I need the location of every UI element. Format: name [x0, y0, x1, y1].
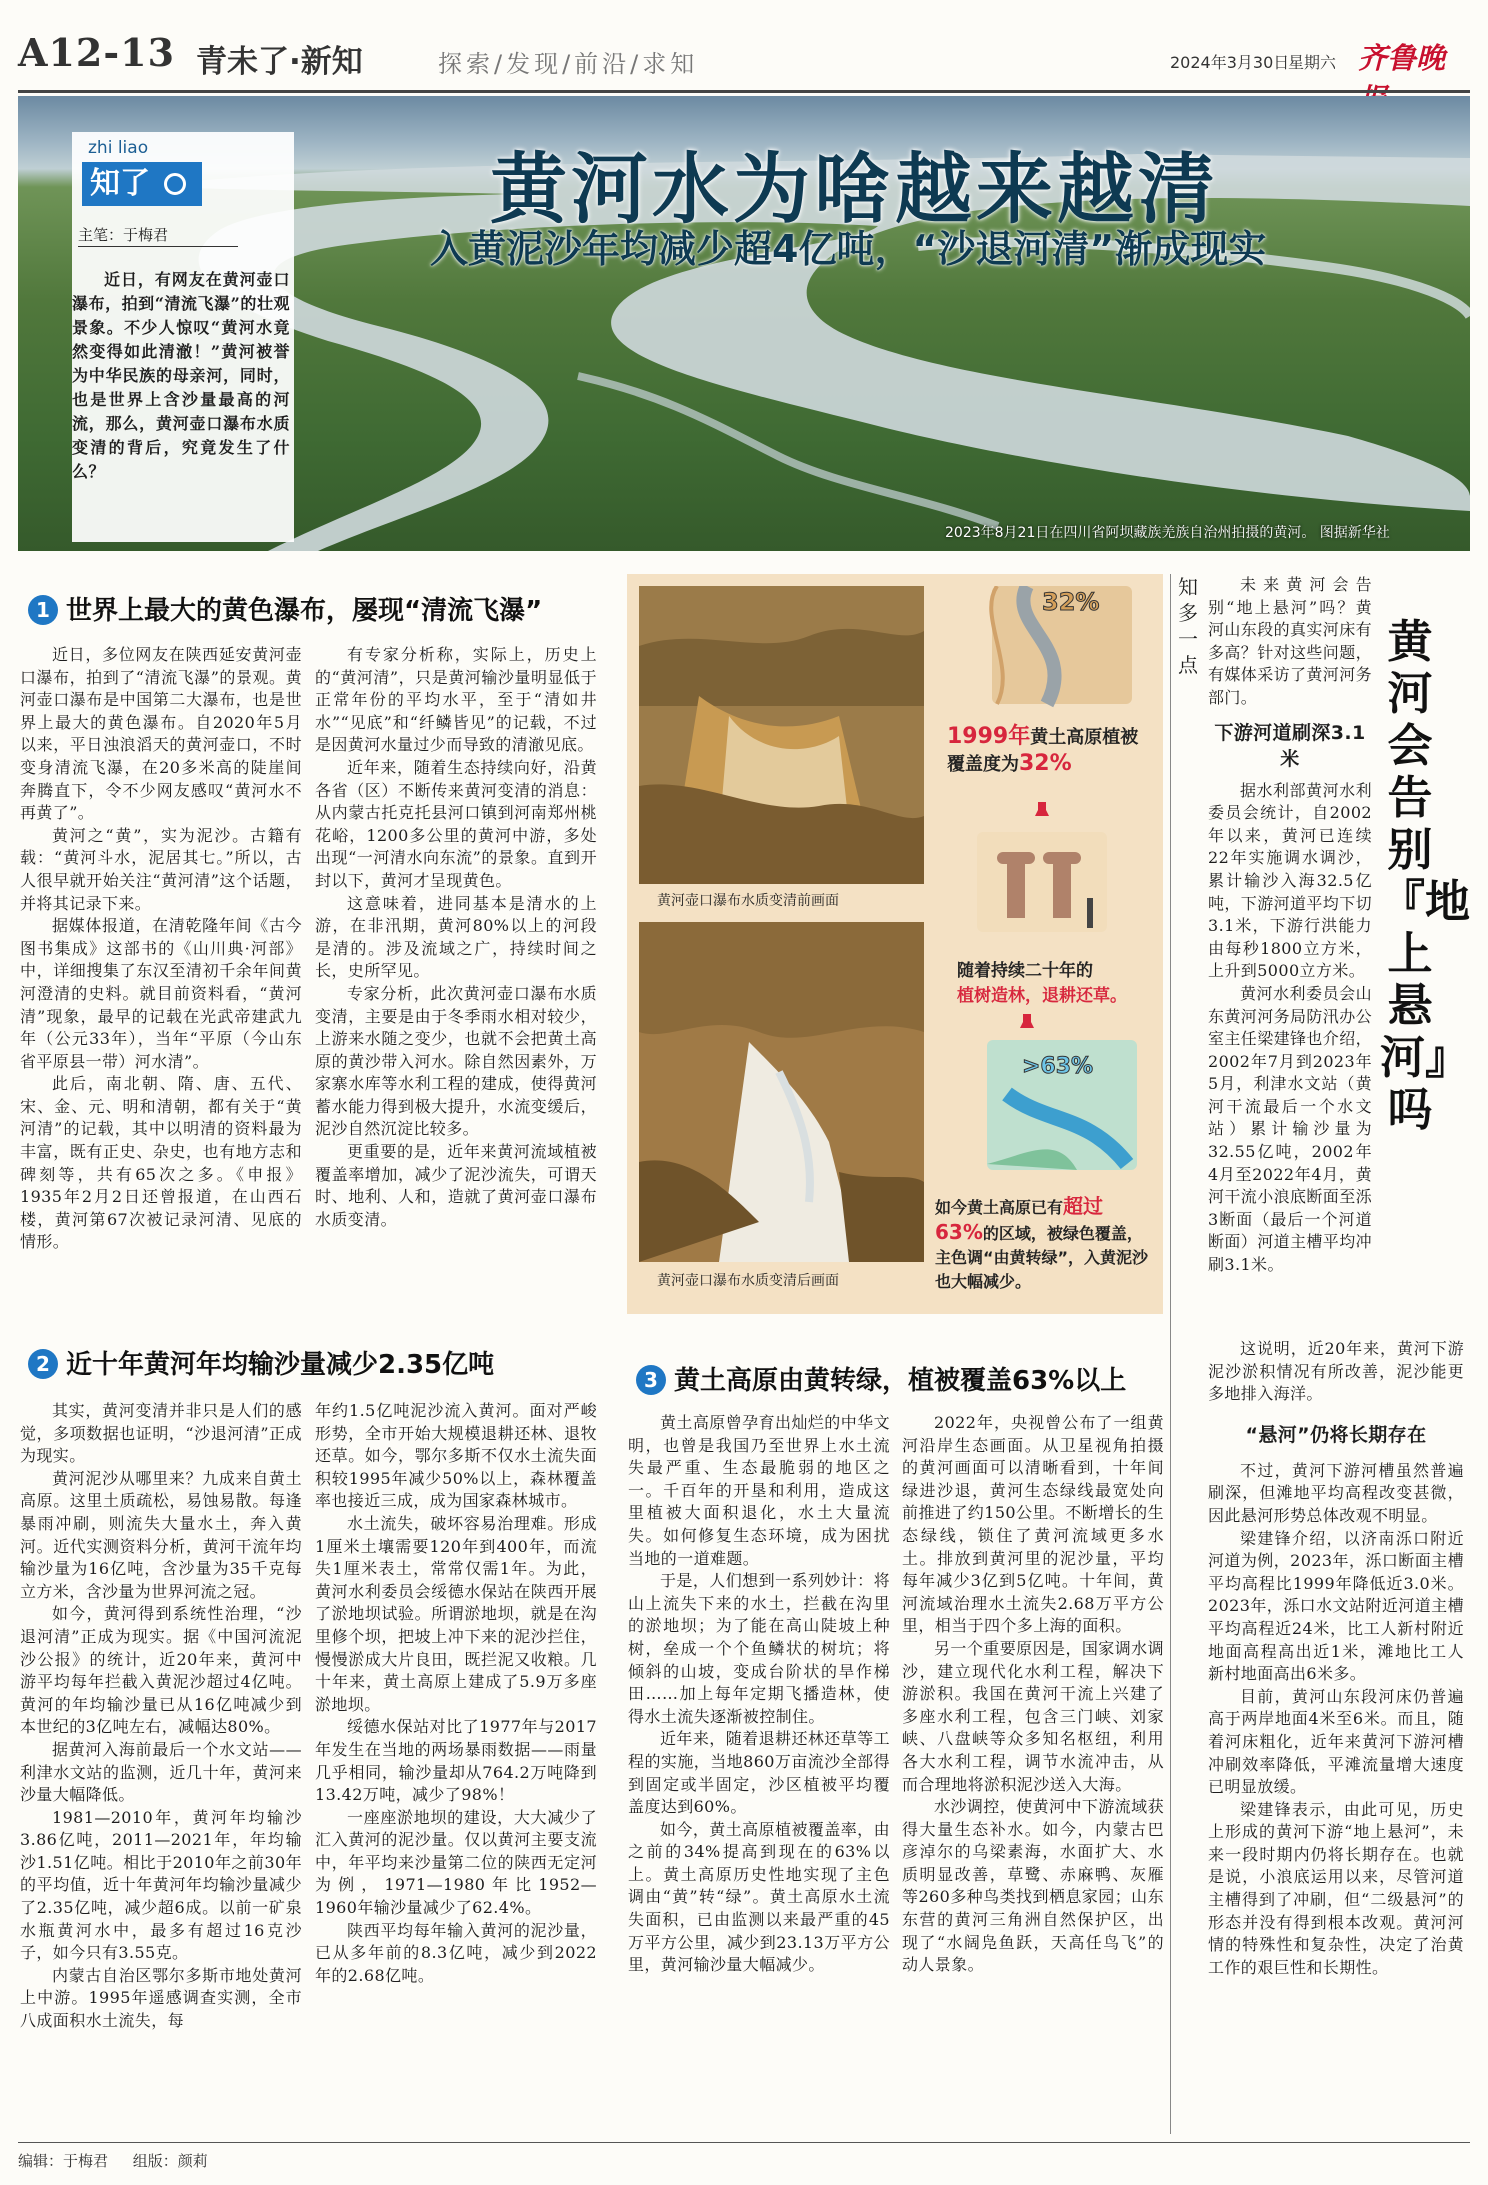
signal-icon	[164, 173, 186, 195]
paragraph: 绥德水保站对比了1977年与2017年发生在当地的两场暴雨数据——雨量几乎相同，输沙量却从764.2万吨降到13.42万吨，减少了98%！	[315, 1717, 597, 1805]
paragraph: 其实，黄河变清并非只是人们的感觉，多项数据也证明，“沙退河清”正成为现实。	[20, 1401, 302, 1466]
paragraph: 黄土高原曾孕育出灿烂的中华文明，也曾是我国乃至世界上水土流失最严重、生态最脆弱的地区之一。千百年的开垦和利用，造成这里植被大面积退化，水土大量流失。如何修复生态环境，成为困扰当地的一道难题。	[628, 1413, 890, 1568]
section3-title-text: 黄土高原由黄转绿，植被覆盖63%以上	[674, 1366, 1127, 1396]
section2-col2	[315, 1400, 597, 1987]
photo-caption-after: 黄河壶口瀑布水质变清后画面	[657, 1273, 839, 1289]
value-1999: 32%	[1019, 751, 1072, 776]
section3-col1	[628, 1412, 890, 1977]
text-now-b: 超过	[1063, 1194, 1104, 1218]
year-1999: 1999年	[947, 724, 1031, 749]
photo-caption-before: 黄河壶口瀑布水质变清前画面	[657, 893, 839, 909]
intro-box	[72, 132, 294, 542]
paragraph: 近年来，随着生态持续向好，沿黄各省（区）不断传来黄河变清的消息：从内蒙古托克托县河口镇到河南郑州桃花峪，1200多公里的黄河中游，多处出现“一河清水向东流”的景象。直到开封以下，黄河才呈现黄色。	[315, 757, 597, 890]
sidebar-lead-block	[1208, 574, 1372, 1277]
issue-date: 2024年3月30日	[1170, 53, 1290, 72]
paragraph: 于是，人们想到一系列妙计：将山上流失下来的水土，拦截在沟里的淤地坝；为了能在高山陡坡上种树，垒成一个个鱼鳞状的树坑；将倾斜的山坡，变成台阶状的旱作梯田……加上每年定期飞播造林，使得水土流失逐渐被控制住。	[628, 1571, 890, 1726]
text-now	[935, 1194, 1157, 1294]
paragraph: 内蒙古自治区鄂尔多斯市地处黄河上中游。1995年遥感调查实测，全市八成面积水土流失，每	[20, 1965, 302, 2031]
paragraph: 如今，黄土高原植被覆盖率，由之前的34%提高到现在的63%以上。黄土高原历史性地实现了主色调由“黄”转“绿”。黄土高原水土流失面积，已由监测以来最严重的45万平方公里，减少到23.13万平方公里，黄河输沙量大幅减少。	[628, 1819, 890, 1975]
sidebar-title: 黄河会告别『地上悬河』吗	[1380, 615, 1471, 1136]
sidebar-divider	[1170, 574, 1171, 2134]
editor-credit: 编辑：于梅君	[18, 2152, 109, 2170]
paragraph: 这说明，近20年来，黄河下游泥沙淤积情况有所改善，泥沙能更多地排入海洋。	[1208, 1339, 1464, 1404]
paragraph: 一座座淤地坝的建设，大大减少了汇入黄河的泥沙量。仅以黄河主要支流中，年平均来沙量第二位的陕西无定河为例，1971—1980年比1952—1960年输沙量减少了62.4%。	[315, 1807, 597, 1918]
falls-before-image	[639, 586, 924, 884]
paragraph: 这意味着，进同基本是清水的上游，在非汛期，黄河80%以上的河段是清的。涉及流域之广，持续时间之长，史所罕见。	[315, 893, 597, 981]
page-header	[18, 0, 1470, 92]
paragraph: 1981—2010年，黄河年均输沙3.86亿吨，2011—2021年，年均输沙1.51亿吨。相比于2010年之前30年的平均值，近十年黄河年均输沙量减少了2.35亿吨，减少超6成。以前一矿泉水瓶黄河水中，最多有超过16克沙子，如今只有3.55克。	[20, 1807, 302, 1963]
paragraph: 梁建锋介绍，以济南泺口附近河道为例，2023年，泺口断面主槽平均高程比1999年降低近3.0米。2023年，泺口水文站附近河道主槽平均高程近24米，比工人新村附近地面高程高出近1米，滩地比工人新村地面高出6米多。	[1208, 1528, 1464, 1684]
section2-col1	[20, 1400, 302, 2033]
green-river-illustration	[967, 1014, 1147, 1184]
author-rule	[78, 246, 238, 247]
falls-after-image	[639, 922, 924, 1262]
header-rule	[18, 90, 1470, 93]
paragraph: 此后，南北朝、隋、唐、五代、宋、金、元、明和清朝，都有关于“黄河清”的记载，其中以明清的资料最为丰富，既有正史、杂史，也有地方志和碑刻等，共有65次之多。《申报》1935年2月2日还曾报道，在山西石楼，黄河第67次被记录河清、见底的情形。	[20, 1074, 302, 1252]
paragraph: 据黄河入海前最后一个水文站——利津水文站的监测，近几十年，黄河来沙量大幅降低。	[20, 1739, 302, 1805]
paragraph: 目前，黄河山东段河床仍普遍高于两岸地面4米至6米。而且，随着河床粗化，近年来黄河下游河槽冲刷效率降低，平滩流量增大速度已明显放缓。	[1208, 1686, 1464, 1797]
issue-weekday: 星期六	[1288, 53, 1337, 72]
column-logo	[82, 162, 202, 206]
section3-number: 3	[636, 1365, 666, 1395]
paragraph: 有专家分析称，实际上，历史上的“黄河清”，只是黄河输沙量明显低于正常年份的平均水平，至于“清如井水”“见底”和“纤鳞皆见”的记载，不过是因黄河水量过少而导致的清澈见底。	[315, 645, 597, 755]
text-mid	[957, 959, 1157, 1009]
section1-col2	[315, 644, 597, 1231]
paragraph: 更重要的是，近年来黄河流域植被覆盖率增加，减少了泥沙流失，可谓天时、地利、人和，造就了黄河壶口瀑布水质变清。	[315, 1142, 597, 1229]
paragraph: 近日，多位网友在陕西延安黄河壶口瀑布，拍到了“清流飞瀑”的景观。黄河壶口瀑布是中国第二大瀑布，也是世界上最大的黄色瀑布。自2020年5月以来，平日浊浪滔天的黄河壶口，不时变身清流飞瀑，在20多米高的陡崖间奔腾直下，令不少网友感叹“黄河水不再黄了”。	[20, 645, 302, 823]
sidebar-subhead-1: 下游河道刷深3.1米	[1214, 721, 1366, 770]
paragraph: 专家分析，此次黄河壶口瀑布水质变清，主要是由于冬季雨水相对较少，上游来水随之变少，也就不会把黄土高原的黄沙带入河水。除自然因素外，万家寨水库等水利工程的建成，使得黄河蓄水能力得到极大提升，水流变缓后，泥沙自然沉淀比较多。	[315, 983, 597, 1139]
pct-now-badge: >63%	[1022, 1054, 1094, 1079]
logo-text: 知了	[90, 166, 150, 201]
logo-pinyin: zhi liao	[88, 138, 149, 158]
section2-title-text: 近十年黄河年均输沙量减少2.35亿吨	[66, 1350, 495, 1380]
section1-title-text: 世界上最大的黄色瀑布，屡现“清流飞瀑”	[66, 596, 543, 626]
paragraph: 据媒体报道，在清乾隆年间《古今图书集成》这部书的《山川典·河部》中，详细搜集了东汉至清初千余年间黄河澄清的史料。就目前资料看，“黄河清”现象，最早的记载在光武帝建武九年（公元33年），当年“平原（今山东省平原县一带）河水清”。	[20, 916, 302, 1071]
section2-number: 2	[28, 1349, 58, 1379]
sidebar-tag: 知多一点	[1178, 575, 1198, 677]
text-mid-line1: 随着持续二十年的	[957, 961, 1093, 981]
section1-title	[28, 590, 542, 627]
section2-title	[28, 1344, 494, 1381]
tree-planting-illustration	[967, 802, 1117, 952]
text-now-d: 的区域，被绿色覆盖，主色调“由黄转绿”，入黄泥沙也大幅减少。	[935, 1224, 1149, 1291]
text-now-c: 63%	[935, 1220, 983, 1244]
infographic	[627, 574, 1163, 1314]
paragraph: 梁建锋表示，由此可见，历史上形成的黄河下游“地上悬河”，未来一段时期内仍将长期存在。也就是说，小浪底运用以来，尽管河道主槽得到了冲刷，但“二级悬河”的形态并没有得到根本改观。黄河河情的特殊性和复杂性，决定了治黄工作的艰巨性和长期性。	[1208, 1799, 1464, 1977]
hero-caption: 2023年8月21日在四川省阿坝藏族羌族自治州拍摄的黄河。 图据新华社	[945, 525, 1390, 541]
falls-before-photo	[639, 586, 924, 884]
footer-rule	[18, 2142, 1470, 2143]
paragraph: 据水利部黄河水利委员会统计，自2002年以来，黄河已连续22年实施调水调沙，累计输沙入海32.5亿吨，下游河道平均下切3.1米，下游行洪能力由每秒1800立方米，上升到5000立方米。	[1208, 780, 1373, 981]
section-tagline: 探索/发现/前沿/求知	[438, 50, 699, 78]
footer	[18, 2150, 208, 2171]
section3-col2	[902, 1412, 1164, 1977]
pct-1999-badge: 32%	[1042, 588, 1100, 616]
paragraph: 黄河之“黄”，实为泥沙。古籍有载：“黄河斗水，泥居其七。”所以，古人很早就开始关注“黄河清”这个话题，并将其记录下来。	[20, 825, 302, 913]
sidebar-lead: 未来黄河会告别“地上悬河”吗？黄河山东段的真实河床有多高？针对这些问题，有媒体采访了黄河河务部门。	[1208, 575, 1373, 707]
paragraph: 不过，黄河下游河槽虽然普遍刷深，但滩地平均高程改变甚微，因此悬河形势总体改观不明显。	[1208, 1460, 1464, 1525]
falls-after-photo	[639, 922, 924, 1262]
paragraph: 另一个重要原因是，国家调水调沙，建立现代化水利工程，解决下游淤积。我国在黄河干流上兴建了多座水利工程，包含三门峡、刘家峡、八盘峡等众多知名枢纽，利用各大水利工程，调节水流冲击，从而合理地将淤积泥沙送入大海。	[902, 1638, 1164, 1794]
text-1999-rest: 黄土高原植被覆盖度为	[947, 727, 1139, 775]
paragraph: 黄河水利委员会山东黄河河务局防汛办公室主任梁建锋也介绍，2002年7月到2023年5月，利津水文站（黄河干流最后一个水文站）累计输沙量为32.55亿吨，2002年4月至2022年4月，黄河干流小浪底断面至泺3断面（最后一个河道断面）河道主槽平均冲刷3.1米。	[1208, 983, 1373, 1275]
page-number: A12-13	[18, 30, 176, 75]
author-line: 主笔：于梅君	[78, 226, 169, 244]
section1-col1	[20, 644, 302, 1254]
text-mid-line2: 植树造林，退耕还草。	[957, 986, 1127, 1006]
paragraph: 2022年，央视曾公布了一组黄河沿岸生态画面。从卫星视角拍摄的黄河画面可以清晰看到，十年间绿进沙退，黄河生态绿线最宽处向前推进了约150公里。不断增长的生态绿线，锁住了黄河流域更多水土。排放到黄河里的泥沙量，平均每年减少3亿到5亿吨。十年间，黄河流域治理水土流失2.68万平方公里，相当于四个多上海的面积。	[902, 1413, 1164, 1636]
intro-text: 近日，有网友在黄河壶口瀑布，拍到“清流飞瀑”的壮观景象。不少人惊叹“黄河水竟然变得如此清澈！”黄河被誉为中华民族的母亲河，同时，也是世界上含沙量最高的河流，那么，黄河壶口瀑布水质变清的背后，究竟发生了什么？	[72, 270, 290, 481]
paragraph: 近年来，随着退耕还林还草等工程的实施，当地860万亩流沙全部得到固定或半固定，沙区植被平均覆盖度达到60%。	[628, 1729, 890, 1817]
section-name: 青未了·新知	[196, 44, 363, 80]
paragraph: 陕西平均每年输入黄河的泥沙量，已从多年前的8.3亿吨，减少到2022年的2.68亿吨。	[315, 1920, 597, 1985]
paragraph: 水土流失，破坏容易治理难。形成1厘米土壤需要120年到400年，而流失1厘米表土，常常仅需1年。为此，黄河水利委员会绥德水保站在陕西开展了淤地坝试验。所谓淤地坝，就是在沟里修个坝，把坡上冲下来的泥沙拦住，慢慢淤成大片良田，既拦泥又收粮。几十年来，黄土高原上建成了5.9万多座淤地坝。	[315, 1513, 597, 1714]
section1-number: 1	[28, 595, 58, 625]
paragraph: 水沙调控，使黄河中下游流域获得大量生态补水。如今，内蒙古巴彦淖尔的乌梁素海，水面扩大、水质明显改善，草鹭、赤麻鸭、灰雁等260多种鸟类找到栖息家园；山东东营的黄河三角洲自然保护区，出现了“水阔凫鱼跃，天高任鸟飞”的动人景象。	[902, 1797, 1164, 1975]
section3-title	[636, 1360, 1126, 1397]
text-now-a: 如今黄土高原已有	[935, 1198, 1064, 1217]
text-1999	[947, 724, 1147, 778]
sidebar-subhead-2: “悬河”仍将长期存在	[1245, 1423, 1427, 1446]
sidebar-block-2	[1208, 1338, 1464, 1979]
paragraph: 黄河泥沙从哪里来？九成来自黄土高原。这里土质疏松，易蚀易散。每逢暴雨冲刷，则流失大量水土，奔入黄河。近代实测资料分析，黄河干流年均输沙量为16亿吨，含沙量为35千克每立方米，含沙量为世界河流之冠。	[20, 1468, 302, 1601]
paragraph: 如今，黄河得到系统性治理，“沙退河清”正成为现实。据《中国河流泥沙公报》的统计，近20年来，黄河中游平均每年拦截入黄泥沙超过4亿吨。黄河的年均输沙量已从16亿吨减少到本世纪的3亿吨左右，减幅达80%。	[20, 1604, 302, 1737]
headline: 黄河水为啥越来越清	[490, 145, 1219, 235]
paragraph: 年约1.5亿吨泥沙流入黄河。面对严峻形势，全市开始大规模退耕还林、退牧还草。如今，鄂尔多斯不仅水土流失面积较1995年减少50%以上，森林覆盖率也接近三成，成为国家森林城市。	[315, 1401, 597, 1511]
designer-credit: 组版：颜莉	[132, 2152, 208, 2170]
newspaper-brand: 齐鲁晚	[1358, 41, 1446, 75]
subheadline: 入黄泥沙年均减少超4亿吨，“沙退河清”渐成现实	[430, 227, 1267, 271]
